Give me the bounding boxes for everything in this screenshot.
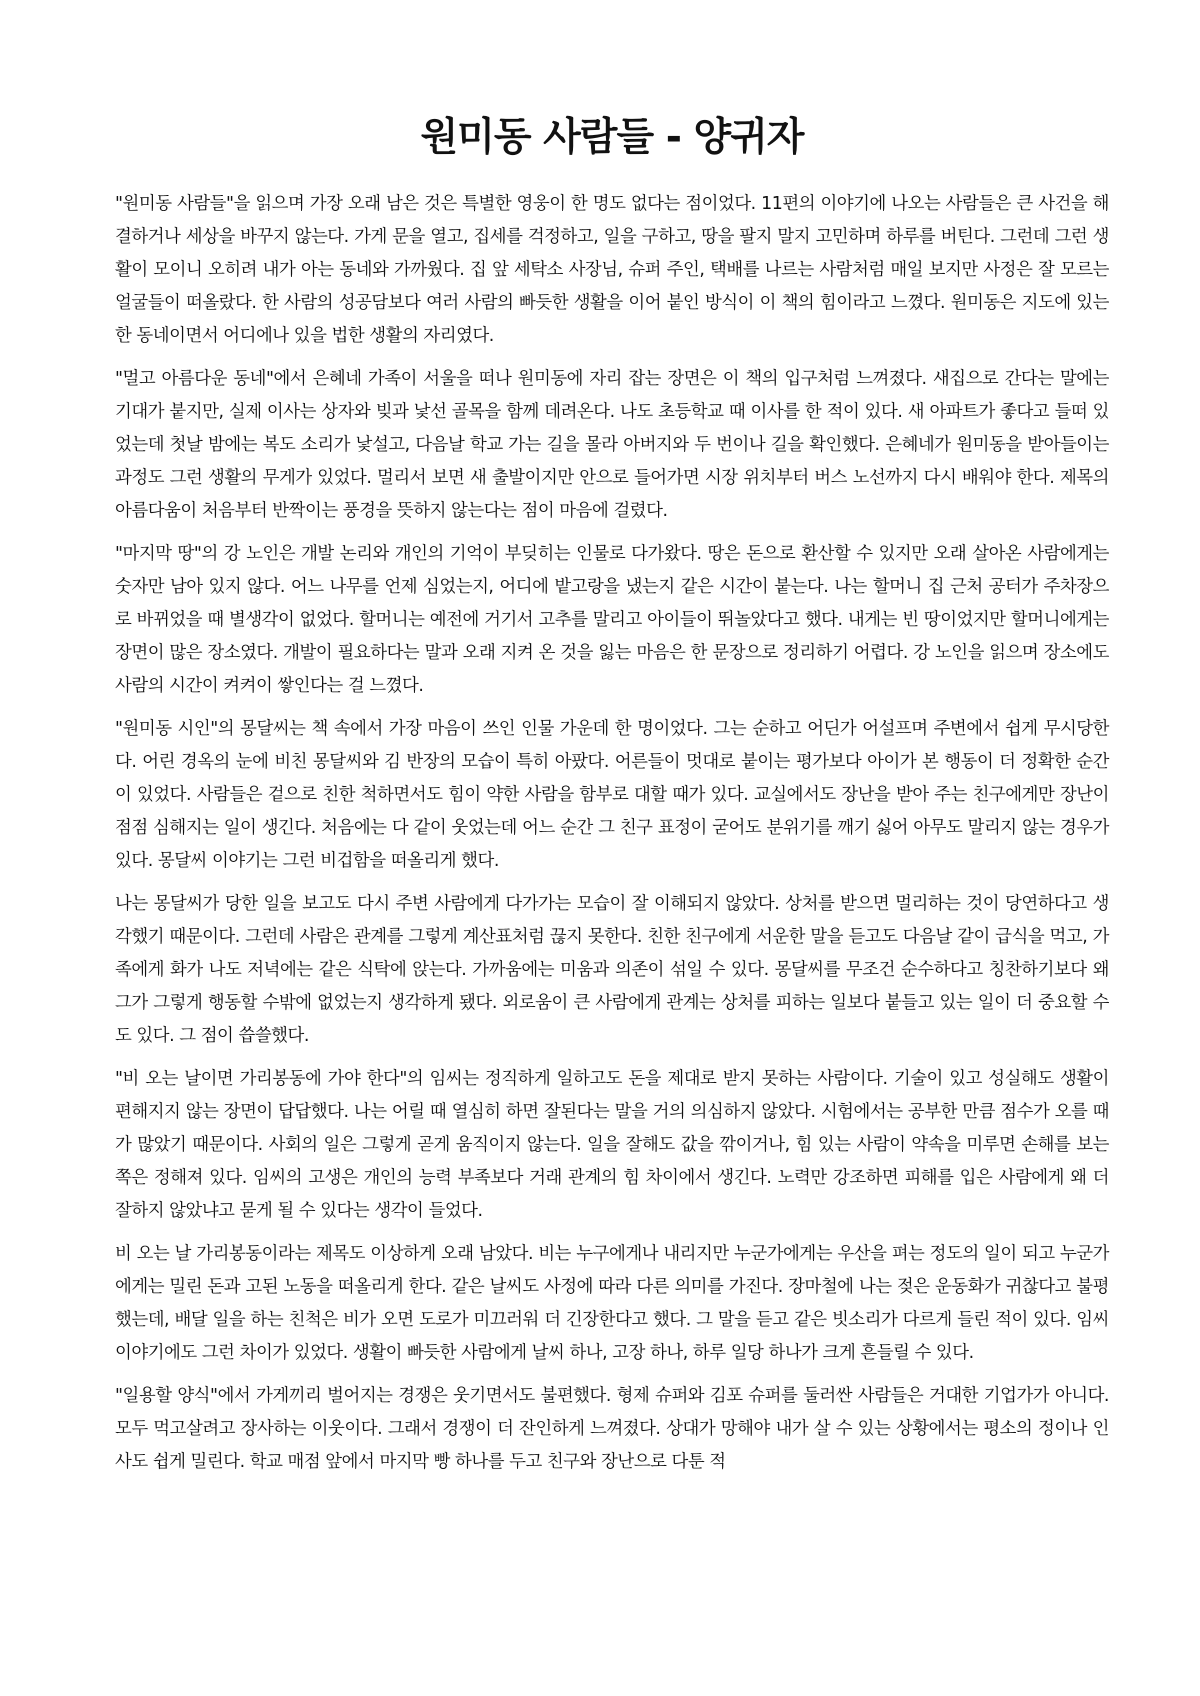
document-body bbox=[115, 188, 1109, 1479]
paragraph: "원미동 사람들"을 읽으며 가장 오래 남은 것은 특별한 영웅이 한 명도 없다는 점이었다. 11편의 이야기에 나오는 사람들은 큰 사건을 해결하거나 세상을 바꾸지 않는다. 가게 문을 열고, 집세를 걱정하고, 일을 구하고, 땅을 팔지 말지 고민하며 하루를 버틴다. 그런데 그런 생활이 모이니 오히려 내가 아는 동네와 가까웠다. 집 앞 세탁소 사장님, 슈퍼 주인, 택배를 나르는 사람처럼 매일 보지만 사정은 잘 모르는 얼굴들이 떠올랐다. 한 사람의 성공담보다 여러 사람의 빠듯한 생활을 이어 붙인 방식이 이 책의 힘이라고 느꼈다. 원미동은 지도에 있는 한 동네이면서 어디에나 있을 법한 생활의 자리였다. bbox=[115, 194, 1109, 346]
paragraph: "비 오는 날이면 가리봉동에 가야 한다"의 임씨는 정직하게 일하고도 돈을 제대로 받지 못하는 사람이다. 기술이 있고 성실해도 생활이 편해지지 않는 장면이 답답했다. 나는 어릴 때 열심히 하면 잘된다는 말을 거의 의심하지 않았다. 시험에서는 공부한 만큼 점수가 오를 때가 많았기 때문이다. 사회의 일은 그렇게 곧게 움직이지 않는다. 일을 잘해도 값을 깎이거나, 힘 있는 사람이 약속을 미루면 손해를 보는 쪽은 정해져 있다. 임씨의 고생은 개인의 능력 부족보다 거래 관계의 힘 차이에서 생긴다. 노력만 강조하면 피해를 입은 사람에게 왜 더 잘하지 않았냐고 묻게 될 수 있다는 생각이 들었다. bbox=[115, 1069, 1109, 1221]
paragraph: "일용할 양식"에서 가게끼리 벌어지는 경쟁은 웃기면서도 불편했다. 형제 슈퍼와 김포 슈퍼를 둘러싼 사람들은 거대한 기업가가 아니다. 모두 먹고살려고 장사하는 이웃이다. 그래서 경쟁이 더 잔인하게 느껴졌다. 상대가 망해야 내가 살 수 있는 상황에서는 평소의 정이나 인사도 쉽게 밀린다. 학교 매점 앞에서 마지막 빵 하나를 두고 친구와 장난으로 다툰 적 bbox=[115, 1386, 1109, 1472]
paragraph: 비 오는 날 가리봉동이라는 제목도 이상하게 오래 남았다. 비는 누구에게나 내리지만 누군가에게는 우산을 펴는 정도의 일이 되고 누군가에게는 밀린 돈과 고된 노동을 떠올리게 한다. 같은 날씨도 사정에 따라 다른 의미를 가진다. 장마철에 나는 젖은 운동화가 귀찮다고 불평했는데, 배달 일을 하는 친척은 비가 오면 도로가 미끄러워 더 긴장한다고 했다. 그 말을 듣고 같은 빗소리가 다르게 들린 적이 있다. 임씨 이야기에도 그런 차이가 있었다. 생활이 빠듯한 사람에게 날씨 하나, 고장 하나, 하루 일당 하나가 크게 흔들릴 수 있다. bbox=[115, 1244, 1109, 1363]
document-title: 원미동 사람들 - 양귀자 bbox=[420, 115, 804, 160]
paragraph: "멀고 아름다운 동네"에서 은혜네 가족이 서울을 떠나 원미동에 자리 잡는 장면은 이 책의 입구처럼 느껴졌다. 새집으로 간다는 말에는 기대가 붙지만, 실제 이사는 상자와 빚과 낯선 골목을 함께 데려온다. 나도 초등학교 때 이사를 한 적이 있다. 새 아파트가 좋다고 들떠 있었는데 첫날 밤에는 복도 소리가 낯설고, 다음날 학교 가는 길을 몰라 아버지와 두 번이나 길을 확인했다. 은혜네가 원미동을 받아들이는 과정도 그런 생활의 무게가 있었다. 멀리서 보면 새 출발이지만 안으로 들어가면 시장 위치부터 버스 노선까지 다시 배워야 한다. 제목의 아름다움이 처음부터 반짝이는 풍경을 뜻하지 않는다는 점이 마음에 걸렸다. bbox=[115, 369, 1109, 521]
paragraph: "원미동 시인"의 몽달씨는 책 속에서 가장 마음이 쓰인 인물 가운데 한 명이었다. 그는 순하고 어딘가 어설프며 주변에서 쉽게 무시당한다. 어린 경옥의 눈에 비친 몽달씨와 김 반장의 모습이 특히 아팠다. 어른들이 멋대로 붙이는 평가보다 아이가 본 행동이 더 정확한 순간이 있었다. 사람들은 겉으로 친한 척하면서도 힘이 약한 사람을 함부로 대할 때가 있다. 교실에서도 장난을 받아 주는 친구에게만 장난이 점점 심해지는 일이 생긴다. 처음에는 다 같이 웃었는데 어느 순간 그 친구 표정이 굳어도 분위기를 깨기 싫어 아무도 말리지 않는 경우가 있다. 몽달씨 이야기는 그런 비겁함을 떠올리게 했다. bbox=[115, 719, 1109, 871]
paragraph: "마지막 땅"의 강 노인은 개발 논리와 개인의 기억이 부딪히는 인물로 다가왔다. 땅은 돈으로 환산할 수 있지만 오래 살아온 사람에게는 숫자만 남아 있지 않다. 어느 나무를 언제 심었는지, 어디에 밭고랑을 냈는지 같은 시간이 붙는다. 나는 할머니 집 근처 공터가 주차장으로 바뀌었을 때 별생각이 없었다. 할머니는 예전에 거기서 고추를 말리고 아이들이 뛰놀았다고 했다. 내게는 빈 땅이었지만 할머니에게는 장면이 많은 장소였다. 개발이 필요하다는 말과 오래 지켜 온 것을 잃는 마음은 한 문장으로 정리하기 어렵다. 강 노인을 읽으며 장소에도 사람의 시간이 켜켜이 쌓인다는 걸 느꼈다. bbox=[115, 544, 1109, 696]
paragraph: 나는 몽달씨가 당한 일을 보고도 다시 주변 사람에게 다가가는 모습이 잘 이해되지 않았다. 상처를 받으면 멀리하는 것이 당연하다고 생각했기 때문이다. 그런데 사람은 관계를 그렇게 계산표처럼 끊지 못한다. 친한 친구에게 서운한 말을 듣고도 다음날 같이 급식을 먹고, 가족에게 화가 나도 저녁에는 같은 식탁에 앉는다. 가까움에는 미움과 의존이 섞일 수 있다. 몽달씨를 무조건 순수하다고 칭찬하기보다 왜 그가 그렇게 행동할 수밖에 없었는지 생각하게 됐다. 외로움이 큰 사람에게 관계는 상처를 피하는 일보다 붙들고 있는 일이 더 중요할 수도 있다. 그 점이 씁쓸했다. bbox=[115, 894, 1109, 1046]
